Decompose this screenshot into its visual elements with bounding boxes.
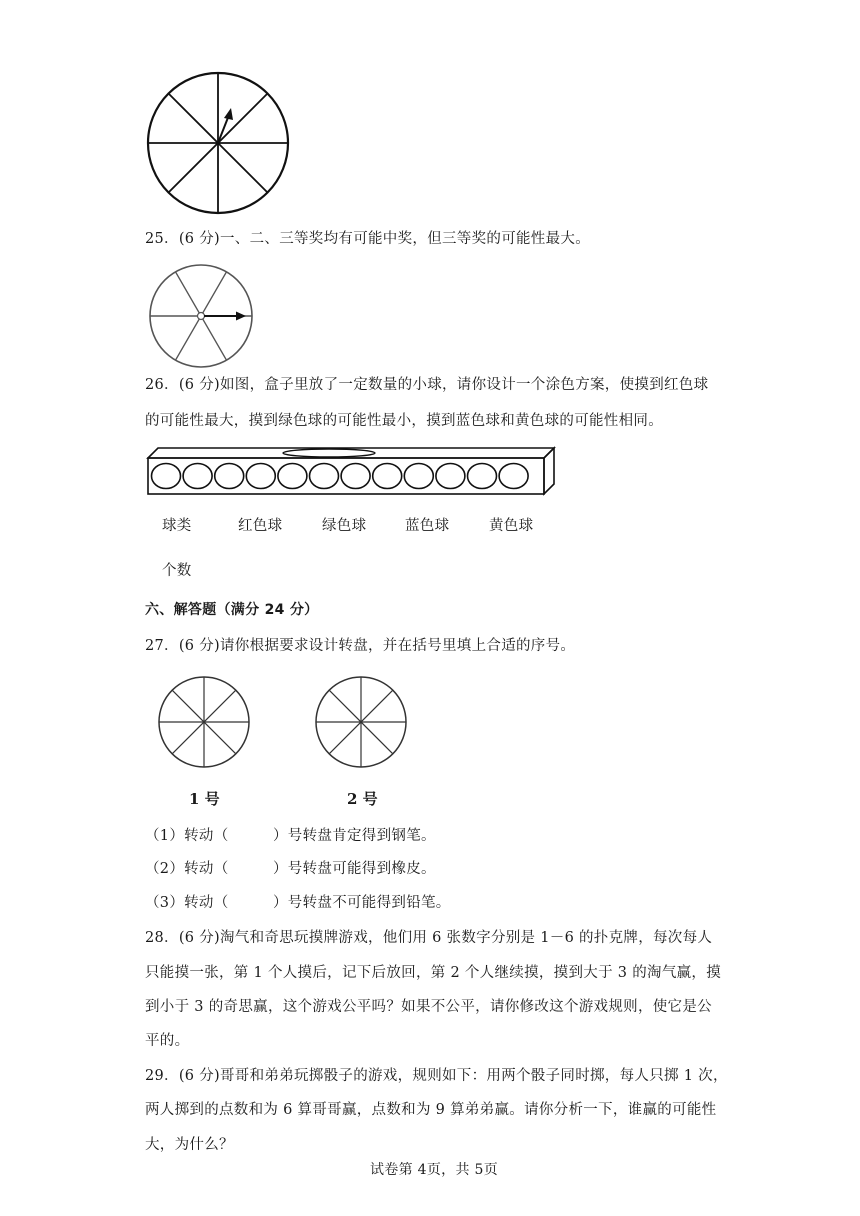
color-green-ball: 绿色球 [322, 518, 367, 534]
ball [436, 464, 465, 489]
wheel-2-label: 2 号 [347, 790, 378, 808]
question-29-line-1: 29．(6 分)哥哥和弟弟玩掷骰子的游戏，规则如下：用两个骰子同时掷，每人只掷 1 次， [145, 1068, 728, 1084]
q27-item-2-prefix: （2）转动（ [145, 861, 229, 877]
question-26-line-2: 的可能性最大，摸到绿色球的可能性最小，摸到蓝色球和黄色球的可能性相同。 [145, 413, 663, 429]
ball [373, 464, 402, 489]
q27-item-1-blank[interactable] [232, 824, 272, 846]
question-28-line-3: 到小于 3 的奇思赢，这个游戏公平吗？如果不公平，请你修改这个游戏规则，使它是公 [145, 999, 712, 1015]
question-26-line-1: 26．(6 分)如图，盒子里放了一定数量的小球，请你设计一个涂色方案，使摸到红色球 [145, 377, 709, 393]
ball [341, 464, 370, 489]
ball [404, 464, 433, 489]
q27-item-2-blank[interactable] [232, 857, 272, 879]
ball [246, 464, 275, 489]
ball-type-label: 球类 [162, 518, 192, 534]
ball [468, 464, 497, 489]
page-footer: 试卷第 4页，共 5页 [370, 1162, 499, 1178]
question-29-line-3: 大，为什么？ [145, 1137, 234, 1153]
color-red-ball: 红色球 [238, 518, 283, 534]
count-label: 个数 [162, 563, 192, 579]
question-29-line-2: 两人掷到的点数和为 6 算哥哥赢，点数和为 9 算弟弟赢。请你分析一下，谁赢的可能性 [145, 1102, 717, 1118]
color-yellow-ball: 黄色球 [489, 518, 534, 534]
q27-item-2-suffix: ）号转盘可能得到橡皮。 [273, 861, 436, 877]
ball [278, 464, 307, 489]
question-28-line-4: 平的。 [145, 1033, 190, 1049]
color-blue-ball: 蓝色球 [405, 518, 450, 534]
ball [310, 464, 339, 489]
ball [215, 464, 244, 489]
wheel-2-figure [314, 675, 408, 769]
question-28-line-2: 只能摸一张，第 1 个人摸后，记下后放回，第 2 个人继续摸，摸到大于 3 的淘气赢，摸 [145, 965, 722, 981]
question-27-text: 27．(6 分)请你根据要求设计转盘，并在括号里填上合适的序号。 [145, 638, 576, 654]
question-28-line-1: 28．(6 分)淘气和奇思玩摸牌游戏，他们用 6 张数字分别是 1－6 的扑克牌，每次每人 [145, 930, 713, 946]
q27-item-3-prefix: （3）转动（ [145, 895, 229, 911]
wheel-1-label: 1 号 [189, 790, 220, 808]
section-6-heading: 六、解答题（满分 24 分） [145, 602, 319, 618]
wheel-1-figure [157, 675, 251, 769]
spinner-six-sector-figure [148, 263, 254, 369]
q27-item-3-blank[interactable] [232, 891, 272, 913]
ball [183, 464, 212, 489]
ball [499, 464, 528, 489]
ball-box-figure [146, 447, 556, 497]
ball [152, 464, 181, 489]
spinner-eight-sector-figure [145, 70, 291, 216]
q27-item-3-suffix: ）号转盘不可能得到铅笔。 [273, 895, 451, 911]
question-25-text: 25．(6 分)一、二、三等奖均有可能中奖，但三等奖的可能性最大。 [145, 231, 590, 247]
q27-item-1-prefix: （1）转动（ [145, 828, 229, 844]
balls-group [152, 464, 529, 489]
q27-item-1-suffix: ）号转盘肯定得到钢笔。 [273, 828, 436, 844]
